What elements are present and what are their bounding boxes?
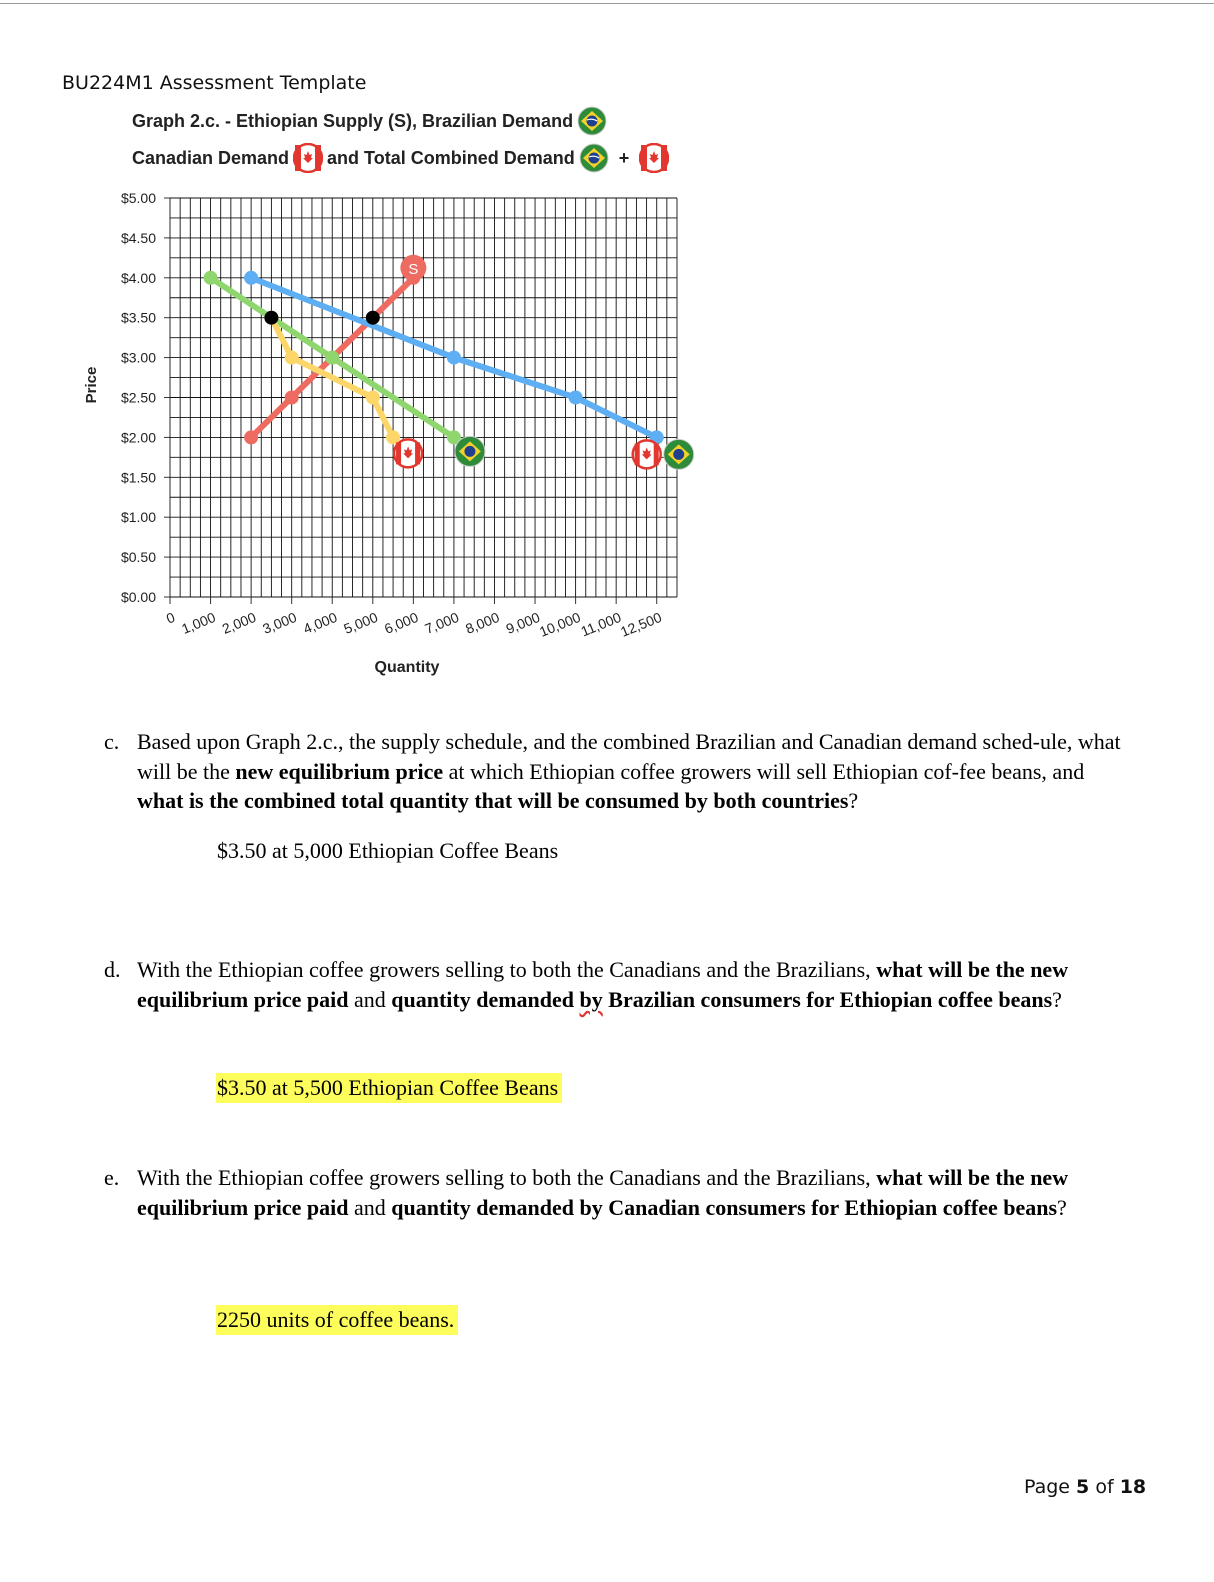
question-c	[104, 727, 1124, 816]
equilibrium-point	[264, 311, 278, 325]
document-header: BU224M1 Assessment Template	[62, 72, 367, 94]
y-axis-ticks	[121, 190, 170, 605]
question-text: ?	[1057, 1194, 1067, 1220]
y-tick-label: $0.00	[120, 589, 156, 605]
graph-title-line-2	[132, 143, 669, 173]
y-tick-label: $3.50	[120, 309, 156, 326]
data-point	[285, 391, 299, 405]
data-point	[569, 391, 583, 405]
question-text: and	[348, 986, 392, 1012]
canada-flag-icon	[633, 440, 661, 468]
question-letter: e.	[104, 1165, 120, 1190]
question-e	[104, 1163, 1124, 1222]
x-tick-label: 4,000	[300, 608, 340, 637]
data-point	[204, 271, 218, 285]
question-letter: d.	[104, 957, 121, 982]
page-total: 18	[1119, 1476, 1147, 1498]
question-emphasis: what is the combined total quantity that will be consumed by both countries	[137, 788, 849, 813]
x-tick-label: 10,000	[537, 608, 583, 640]
data-point	[366, 391, 380, 405]
question-text: Based upon Graph 2.c., the supply schedule, and the combined Brazilian and Canadian demand sched-ule, what will be the	[137, 729, 1121, 784]
flag-globe	[673, 449, 684, 460]
chart-grid	[170, 198, 677, 597]
y-tick-label: $0.50	[120, 549, 156, 566]
supply-demand-chart	[70, 180, 710, 690]
x-tick-label: 8,000	[463, 608, 502, 637]
canada-flag-icon	[394, 439, 422, 467]
y-tick-label: $4.00	[120, 269, 156, 286]
question-e-text	[137, 1163, 1124, 1222]
question-emphasis: quantity demanded	[391, 986, 580, 1012]
x-tick-label: 1,000	[179, 608, 218, 637]
page-of: of	[1089, 1476, 1120, 1498]
question-letter: c.	[104, 729, 120, 754]
x-tick-label: 9,000	[503, 608, 543, 637]
answer-c: $3.50 at 5,000 Ethiopian Coffee Beans	[217, 838, 559, 863]
y-tick-label: $4.50	[120, 229, 156, 246]
x-tick-label: 6,000	[381, 608, 421, 637]
question-text: With the Ethiopian coffee growers selling to both the Canadians and the Brazilians,	[137, 1165, 877, 1190]
graph-title-line-1	[132, 106, 607, 136]
question-emphasis: new equilibrium price	[235, 758, 444, 784]
answer-e: 2250 units of coffee beans.	[216, 1305, 458, 1335]
canada-flag-icon	[639, 143, 669, 173]
supply-label: S	[408, 260, 419, 278]
question-emphasis: Brazilian consumers for Ethiopian coffee beans	[602, 986, 1053, 1012]
x-tick-label: 3,000	[260, 608, 299, 637]
x-tick-label: 5,000	[341, 608, 380, 637]
page-number	[1024, 1476, 1146, 1498]
data-point	[285, 351, 299, 365]
brazil-flag-icon	[664, 439, 694, 469]
question-text: With the Ethiopian coffee growers selling to both the Canadians and the Brazilians,	[137, 957, 877, 982]
y-tick-label: $2.50	[120, 389, 156, 406]
graph-title-text-2b: and Total Combined Demand	[327, 147, 575, 168]
y-tick-label: $3.00	[120, 349, 156, 366]
x-tick-label: 11,000	[578, 608, 624, 640]
question-c-text	[137, 727, 1124, 816]
flag-bar	[635, 443, 640, 465]
data-point	[447, 351, 461, 365]
graph-title-text-2a: Canadian Demand	[132, 147, 290, 168]
y-axis-label: Price	[83, 366, 100, 404]
flag-globe	[464, 446, 475, 457]
page-current: 5	[1076, 1476, 1090, 1498]
data-point	[244, 430, 258, 444]
y-tick-label: $5.00	[120, 190, 156, 206]
answer-d: $3.50 at 5,500 Ethiopian Coffee Beans	[216, 1073, 562, 1103]
page-prefix: Page	[1024, 1476, 1077, 1498]
canada-flag-icon	[293, 143, 323, 173]
x-axis-label: Quantity	[374, 659, 440, 676]
brazil-flag-icon	[577, 106, 607, 136]
flag-bar	[396, 442, 401, 464]
question-text: at which Ethiopian coffee growers will sell Ethiopian cof-fee beans, and	[443, 758, 1085, 784]
question-d-text	[137, 955, 1124, 1014]
chart-flags	[394, 436, 694, 469]
question-d	[104, 955, 1124, 1014]
question-emphasis: what will be the new equilibrium price paid	[137, 957, 1069, 1012]
question-text: and	[348, 1194, 392, 1220]
graph-title-text-1: Graph 2.c. - Ethiopian Supply (S), Brazilian Demand	[132, 110, 574, 131]
x-tick-label: 2,000	[219, 608, 259, 637]
x-tick-label: 12,500	[618, 608, 664, 640]
y-tick-label: $2.00	[120, 429, 156, 446]
spellcheck-word: by	[579, 986, 603, 1012]
data-point	[325, 351, 339, 365]
flag-bar	[654, 443, 659, 465]
x-tick-label: 7,000	[422, 608, 462, 637]
question-text: ?	[848, 788, 859, 813]
equilibrium-point	[366, 311, 380, 325]
brazil-flag-icon	[455, 436, 485, 466]
y-tick-label: $1.50	[120, 469, 156, 486]
page-top-rule	[0, 3, 1214, 4]
data-point	[244, 271, 258, 285]
flag-bar	[415, 442, 420, 464]
brazil-flag-icon	[579, 143, 609, 173]
question-emphasis: what will be the new equilibrium price paid	[137, 1165, 1069, 1220]
y-tick-label: $1.00	[120, 509, 156, 526]
question-text: ?	[1052, 986, 1062, 1012]
x-axis-ticks	[164, 597, 664, 640]
question-emphasis: quantity demanded by Canadian consumers for Ethiopian coffee beans	[391, 1194, 1058, 1220]
x-tick-label: 0	[163, 608, 178, 627]
plus-sign: +	[618, 147, 630, 168]
